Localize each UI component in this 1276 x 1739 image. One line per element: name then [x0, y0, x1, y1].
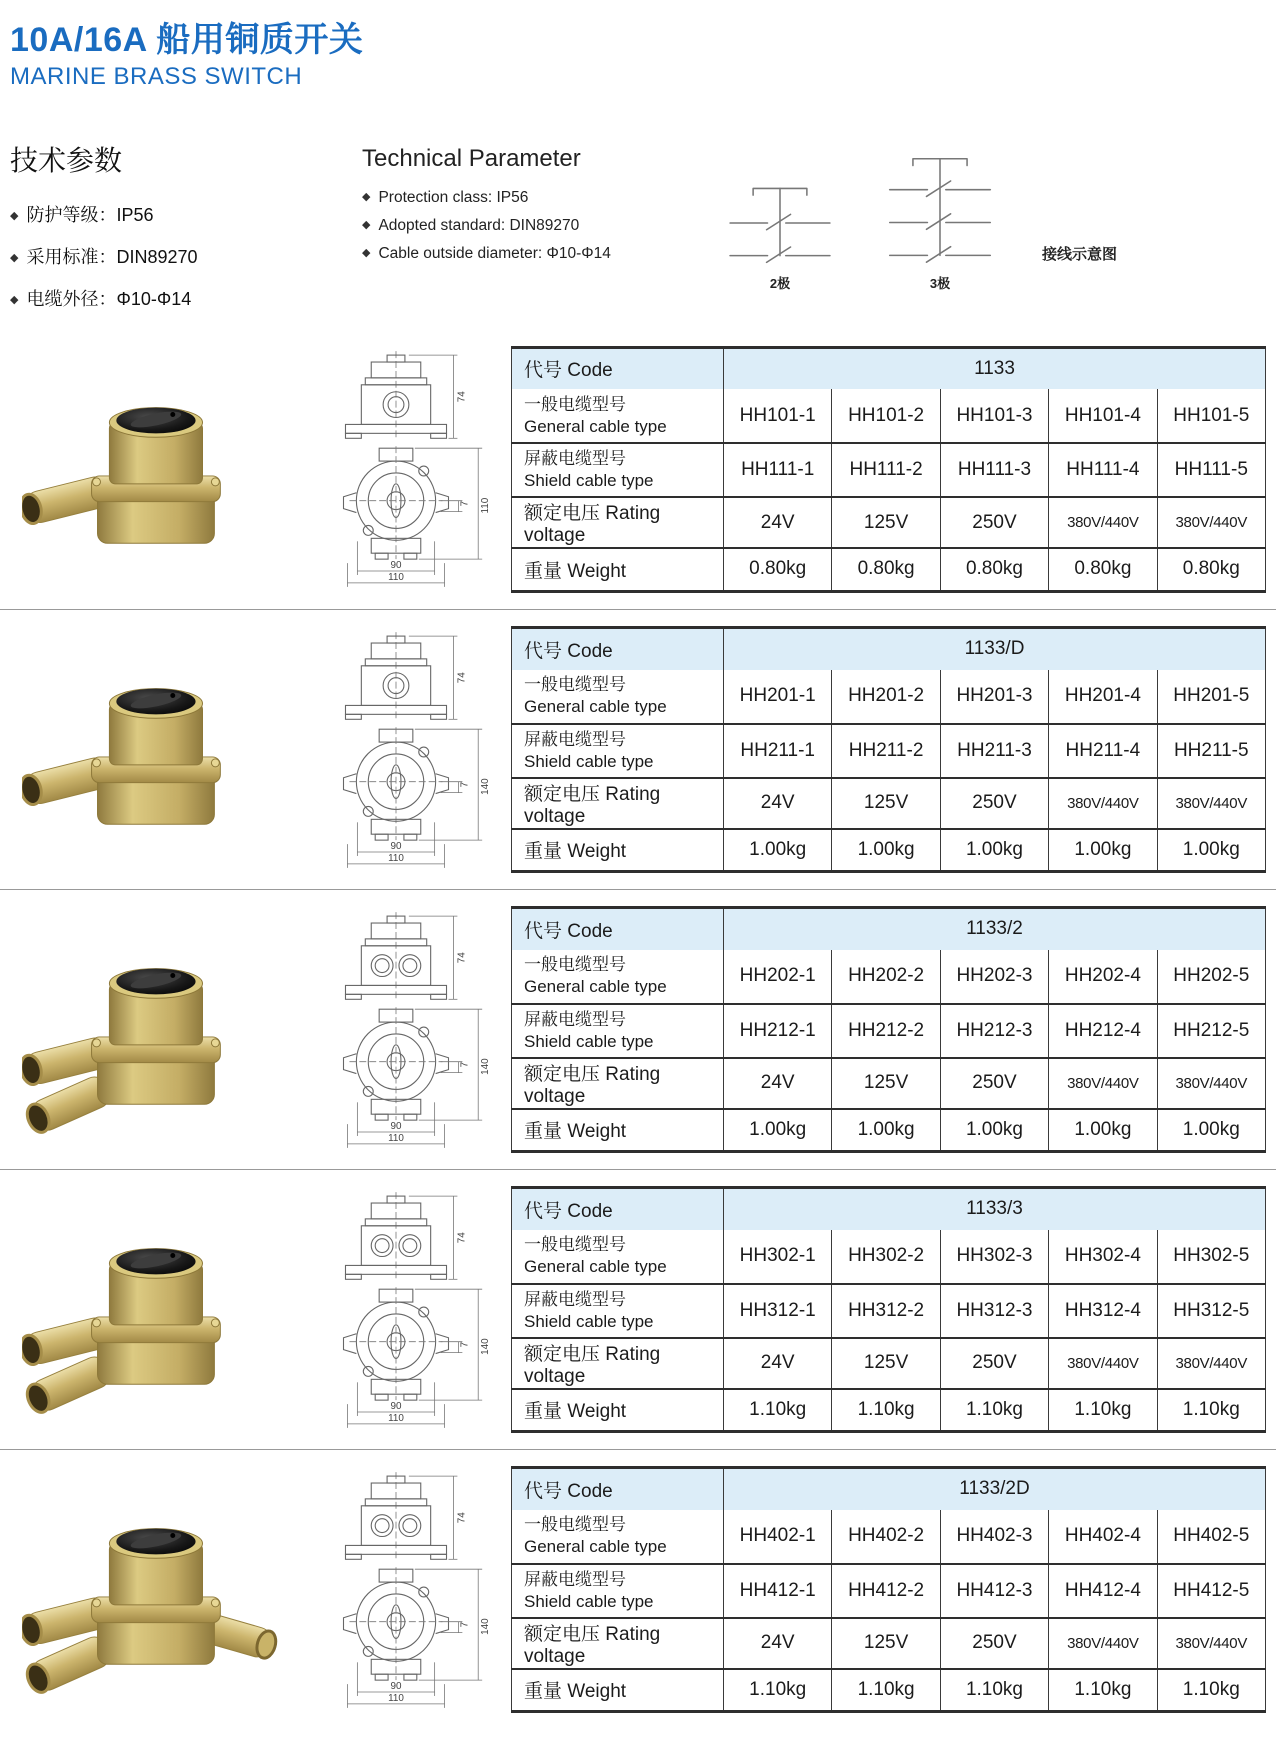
spec-value: 1.00kg — [724, 1109, 832, 1152]
spec-value: HH211-2 — [832, 724, 940, 778]
label-zh: 屏蔽电缆型号 — [524, 449, 626, 469]
table-row-code — [512, 1468, 1266, 1510]
spec-row-label: 重量 Weight — [512, 829, 724, 872]
spec-value: 250V — [940, 778, 1048, 829]
spec-value: HH312-1 — [724, 1284, 832, 1338]
spec-row-label — [512, 1230, 724, 1284]
spec-row-label — [512, 670, 724, 724]
spec-value: HH412-3 — [940, 1564, 1048, 1618]
dim-base-inner: 90 — [390, 1680, 402, 1692]
tech-param-item — [10, 285, 362, 311]
spec-value: HH202-3 — [940, 950, 1048, 1004]
spec-value: HH302-5 — [1157, 1230, 1265, 1284]
dimension-drawing-icon — [292, 1188, 500, 1432]
table-row-shield — [512, 443, 1266, 497]
spec-value: 1.10kg — [1157, 1389, 1265, 1432]
brass-switch-photo-icon — [22, 365, 280, 573]
spec-row-label: 代号 Code — [512, 1468, 724, 1510]
table-row-voltage — [512, 1058, 1266, 1109]
label-en: Shield cable type — [524, 1031, 654, 1051]
dim-front-height: 140 — [480, 1057, 492, 1075]
spec-value: HH111-5 — [1157, 443, 1265, 497]
spec-value: 380V/440V — [1049, 1338, 1157, 1389]
tech-params-zh-heading: 技术参数 — [10, 145, 123, 176]
spec-value: 1.00kg — [940, 1109, 1048, 1152]
label-zh: 一般电缆型号 — [524, 955, 626, 975]
spec-value: HH402-3 — [940, 1510, 1048, 1564]
spec-value: 24V — [724, 1338, 832, 1389]
spec-row-label: 重量 Weight — [512, 548, 724, 591]
dim-side-height: 74 — [456, 671, 468, 683]
diamond-bullet-icon: ◆ — [362, 191, 371, 203]
spec-value: 380V/440V — [1049, 1058, 1157, 1109]
table-row-general — [512, 1510, 1266, 1564]
tech-params-zh — [10, 139, 362, 329]
spec-value: 0.80kg — [1157, 548, 1265, 591]
spec-row-label: 代号 Code — [512, 347, 724, 389]
label-zh: 屏蔽电缆型号 — [524, 1569, 626, 1589]
tech-param-item — [10, 201, 362, 227]
wiring-diagram-3pole — [882, 147, 998, 292]
spec-value: 1.10kg — [1049, 1669, 1157, 1712]
technical-parameters-band — [0, 139, 1276, 329]
spec-value: HH202-2 — [832, 950, 940, 1004]
spec-value: 0.80kg — [832, 548, 940, 591]
dim-front-gap: 7 — [459, 500, 471, 507]
spec-value: 1.00kg — [832, 1109, 940, 1152]
table-row-weight — [512, 1669, 1266, 1712]
spec-value: HH211-4 — [1049, 724, 1157, 778]
spec-value: 250V — [940, 1338, 1048, 1389]
diamond-bullet-icon: ◆ — [10, 210, 19, 222]
spec-value: 380V/440V — [1049, 1618, 1157, 1669]
spec-value: 1.00kg — [940, 829, 1048, 872]
product-section — [0, 609, 1276, 889]
spec-value: 380V/440V — [1049, 497, 1157, 548]
spec-value: HH302-4 — [1049, 1230, 1157, 1284]
dim-base-outer: 110 — [388, 1412, 404, 1424]
spec-value: 380V/440V — [1157, 1338, 1265, 1389]
dim-front-height: 110 — [480, 497, 492, 514]
table-row-weight — [512, 1109, 1266, 1152]
label-en: Shield cable type — [524, 1591, 654, 1611]
label-en: General cable type — [524, 697, 667, 716]
spec-value: HH101-5 — [1157, 389, 1265, 443]
tech-param-text: 采用标准：DIN89270 — [26, 247, 198, 267]
label-en: General cable type — [524, 416, 667, 436]
page-title-zh: 10A/16A 船用铜质开关 — [10, 21, 364, 59]
spec-value: HH302-2 — [832, 1230, 940, 1284]
spec-table-wrap — [511, 1186, 1266, 1433]
spec-value: 1.10kg — [832, 1389, 940, 1432]
tech-param-text: Adopted standard: DIN89270 — [378, 217, 580, 234]
product-section — [0, 1169, 1276, 1449]
spec-value: HH212-3 — [940, 1004, 1048, 1058]
product-photo — [15, 1206, 287, 1414]
spec-value: 125V — [832, 1058, 940, 1109]
product-section — [0, 889, 1276, 1169]
label-en: Shield cable type — [524, 1311, 654, 1331]
2pole-label: 2极 — [769, 276, 791, 291]
spec-value: 0.80kg — [940, 548, 1048, 591]
spec-value: HH201-3 — [940, 670, 1048, 724]
dim-side-height: 74 — [456, 951, 468, 963]
technical-drawing — [287, 347, 505, 591]
spec-value: 1.00kg — [724, 829, 832, 872]
label-zh: 一般电缆型号 — [524, 1235, 626, 1255]
brass-switch-photo-icon — [22, 1206, 280, 1414]
wiring-caption: 接线示意图 — [1042, 245, 1118, 263]
spec-row-label: 额定电压 Rating voltage — [512, 1058, 724, 1109]
spec-value: HH201-1 — [724, 670, 832, 724]
spec-value: HH302-3 — [940, 1230, 1048, 1284]
table-row-shield — [512, 1004, 1266, 1058]
dim-front-gap: 7 — [459, 1341, 471, 1347]
switch-body — [92, 1528, 221, 1664]
spec-value: HH402-2 — [832, 1510, 940, 1564]
spec-row-label — [512, 1510, 724, 1564]
table-row-general — [512, 389, 1266, 443]
spec-value: 250V — [940, 1618, 1048, 1669]
spec-table-wrap — [511, 1466, 1266, 1713]
spec-value: HH202-5 — [1157, 950, 1265, 1004]
spec-value: 380V/440V — [1157, 497, 1265, 548]
spec-row-label: 额定电压 Rating voltage — [512, 1338, 724, 1389]
spec-value: 1.00kg — [1049, 829, 1157, 872]
spec-row-label — [512, 1284, 724, 1338]
spec-value: 1.10kg — [1049, 1389, 1157, 1432]
table-row-general — [512, 670, 1266, 724]
spec-row-label: 重量 Weight — [512, 1109, 724, 1152]
spec-value: 125V — [832, 1338, 940, 1389]
product-section — [0, 329, 1276, 609]
spec-table — [511, 346, 1266, 593]
dim-front-height: 140 — [480, 1337, 492, 1355]
tech-param-text: 电缆外径：Φ10-Φ14 — [26, 289, 192, 309]
spec-row-label: 额定电压 Rating voltage — [512, 778, 724, 829]
spec-table-wrap — [511, 346, 1266, 593]
spec-value: HH402-5 — [1157, 1510, 1265, 1564]
spec-table — [511, 1466, 1266, 1713]
brass-switch-photo-icon — [22, 926, 280, 1134]
label-en: Shield cable type — [524, 471, 654, 490]
tech-params-en — [362, 139, 722, 329]
diamond-bullet-icon: ◆ — [10, 252, 19, 264]
spec-value: 125V — [832, 778, 940, 829]
spec-value: HH202-1 — [724, 950, 832, 1004]
spec-value: HH212-1 — [724, 1004, 832, 1058]
product-code: 1133/2 — [724, 908, 1266, 950]
spec-value: 0.80kg — [724, 548, 832, 591]
spec-value: 24V — [724, 1058, 832, 1109]
spec-value: HH412-2 — [832, 1564, 940, 1618]
table-row-code — [512, 628, 1266, 670]
tech-param-item — [362, 189, 722, 207]
table-row-shield — [512, 1284, 1266, 1338]
table-row-shield — [512, 1564, 1266, 1618]
dim-front-gap: 7 — [459, 781, 471, 787]
wiring-diagram-2pole — [722, 175, 838, 292]
diamond-bullet-icon: ◆ — [362, 247, 371, 259]
spec-value: HH312-4 — [1049, 1284, 1157, 1338]
product-code: 1133 — [724, 347, 1266, 389]
table-row-voltage — [512, 778, 1266, 829]
table-row-general — [512, 1230, 1266, 1284]
tech-param-text: Protection class: IP56 — [378, 189, 529, 206]
technical-drawing — [287, 1468, 505, 1712]
dim-front-height: 140 — [480, 777, 492, 795]
product-photo — [15, 1486, 287, 1694]
tech-param-item — [362, 245, 722, 263]
table-row-code — [512, 347, 1266, 389]
dim-base-outer: 110 — [388, 1132, 404, 1144]
spec-row-label — [512, 724, 724, 778]
spec-table-wrap — [511, 626, 1266, 873]
spec-row-label: 重量 Weight — [512, 1669, 724, 1712]
spec-value: HH201-2 — [832, 670, 940, 724]
product-code: 1133/2D — [724, 1468, 1266, 1510]
product-photo — [15, 926, 287, 1134]
label-zh: 屏蔽电缆型号 — [524, 729, 626, 749]
product-code: 1133/D — [724, 628, 1266, 670]
spec-row-label — [512, 443, 724, 497]
spec-value: HH101-2 — [832, 389, 940, 443]
spec-value: 1.10kg — [940, 1669, 1048, 1712]
spec-value: HH412-4 — [1049, 1564, 1157, 1618]
spec-value: 24V — [724, 497, 832, 548]
spec-table-wrap — [511, 906, 1266, 1153]
dimension-drawing-icon — [292, 1468, 500, 1712]
wiring-diagram-group — [722, 139, 1266, 329]
technical-drawing — [287, 628, 505, 872]
spec-row-label — [512, 1004, 724, 1058]
dim-front-height: 140 — [480, 1617, 492, 1635]
spec-value: HH212-5 — [1157, 1004, 1265, 1058]
spec-row-label: 代号 Code — [512, 628, 724, 670]
dim-side-height: 74 — [456, 1511, 468, 1523]
switch-body — [92, 968, 221, 1104]
spec-value: HH201-4 — [1049, 670, 1157, 724]
dim-base-inner: 90 — [390, 1400, 402, 1412]
spec-value: HH402-1 — [724, 1510, 832, 1564]
table-row-voltage — [512, 1618, 1266, 1669]
spec-value: HH201-5 — [1157, 670, 1265, 724]
dimension-drawing-icon — [292, 347, 500, 591]
table-row-code — [512, 908, 1266, 950]
spec-value: 380V/440V — [1157, 778, 1265, 829]
product-section — [0, 1449, 1276, 1729]
spec-value: 380V/440V — [1157, 1618, 1265, 1669]
spec-row-label — [512, 1564, 724, 1618]
spec-table — [511, 626, 1266, 873]
tech-param-text: Cable outside diameter: Φ10-Φ14 — [378, 245, 611, 262]
spec-value: 1.00kg — [832, 829, 940, 872]
spec-value: 1.10kg — [832, 1669, 940, 1712]
switch-body — [92, 1248, 221, 1384]
dimension-drawing-icon — [292, 908, 500, 1152]
table-row-code — [512, 1188, 1266, 1230]
spec-value: 1.00kg — [1157, 1109, 1265, 1152]
spec-value: HH412-5 — [1157, 1564, 1265, 1618]
dimension-drawing-icon — [292, 628, 500, 872]
2pole-circuit-icon — [722, 175, 838, 271]
spec-row-label: 额定电压 Rating voltage — [512, 1618, 724, 1669]
spec-value: 250V — [940, 1058, 1048, 1109]
spec-value: HH111-1 — [724, 443, 832, 497]
spec-row-label — [512, 389, 724, 443]
technical-drawing — [287, 1188, 505, 1432]
spec-value: 24V — [724, 1618, 832, 1669]
tech-param-item — [10, 243, 362, 269]
technical-drawing — [287, 908, 505, 1152]
spec-value: HH101-3 — [940, 389, 1048, 443]
dim-front-gap: 7 — [459, 1061, 471, 1067]
spec-row-label: 额定电压 Rating voltage — [512, 497, 724, 548]
label-en: Shield cable type — [524, 751, 654, 771]
dim-base-outer: 110 — [388, 571, 404, 583]
spec-value: HH101-1 — [724, 389, 832, 443]
spec-value: HH101-4 — [1049, 389, 1157, 443]
spec-value: 1.10kg — [724, 1669, 832, 1712]
product-photo — [15, 646, 287, 854]
product-list — [0, 329, 1276, 1729]
spec-row-label: 代号 Code — [512, 1188, 724, 1230]
spec-value: HH211-1 — [724, 724, 832, 778]
spec-value: 380V/440V — [1049, 778, 1157, 829]
tech-param-text: 防护等级：IP56 — [26, 205, 154, 225]
spec-table — [511, 906, 1266, 1153]
spec-value: HH402-4 — [1049, 1510, 1157, 1564]
table-row-weight — [512, 548, 1266, 591]
tech-params-en-heading: Technical Parameter — [362, 145, 581, 172]
brass-switch-photo-icon — [22, 646, 280, 854]
spec-value: HH111-4 — [1049, 443, 1157, 497]
spec-value: HH211-3 — [940, 724, 1048, 778]
spec-value: HH412-1 — [724, 1564, 832, 1618]
dim-base-inner: 90 — [390, 840, 402, 852]
diamond-bullet-icon: ◆ — [10, 294, 19, 306]
spec-value: HH202-4 — [1049, 950, 1157, 1004]
spec-value: 24V — [724, 778, 832, 829]
product-code: 1133/3 — [724, 1188, 1266, 1230]
label-zh: 一般电缆型号 — [524, 394, 626, 414]
table-row-general — [512, 950, 1266, 1004]
spec-value: HH312-3 — [940, 1284, 1048, 1338]
product-photo — [15, 365, 287, 573]
table-row-weight — [512, 1389, 1266, 1432]
table-row-voltage — [512, 497, 1266, 548]
spec-value: HH212-4 — [1049, 1004, 1157, 1058]
spec-value: 1.10kg — [940, 1389, 1048, 1432]
spec-table — [511, 1186, 1266, 1433]
spec-value: 380V/440V — [1157, 1058, 1265, 1109]
spec-row-label — [512, 950, 724, 1004]
dim-base-outer: 110 — [388, 852, 404, 864]
label-en: General cable type — [524, 1537, 667, 1556]
spec-value: HH111-2 — [832, 443, 940, 497]
switch-body — [92, 688, 221, 824]
dim-base-inner: 90 — [390, 560, 402, 572]
dim-base-outer: 110 — [388, 1692, 404, 1704]
page-header — [0, 0, 1276, 91]
spec-value: HH302-1 — [724, 1230, 832, 1284]
spec-value: HH111-3 — [940, 443, 1048, 497]
spec-value: 1.10kg — [1157, 1669, 1265, 1712]
dim-side-height: 74 — [456, 1231, 468, 1243]
spec-value: 1.00kg — [1157, 829, 1265, 872]
table-row-voltage — [512, 1338, 1266, 1389]
brass-switch-photo-icon — [22, 1486, 280, 1694]
label-zh: 一般电缆型号 — [524, 675, 626, 695]
label-en: General cable type — [524, 977, 667, 996]
dim-front-gap: 7 — [459, 1621, 471, 1627]
switch-body — [92, 408, 221, 544]
spec-value: HH312-2 — [832, 1284, 940, 1338]
spec-row-label: 重量 Weight — [512, 1389, 724, 1432]
page-title-en: MARINE BRASS SWITCH — [10, 63, 303, 90]
spec-value: 250V — [940, 497, 1048, 548]
spec-row-label: 代号 Code — [512, 908, 724, 950]
3pole-label: 3极 — [929, 276, 951, 291]
spec-value: 0.80kg — [1049, 548, 1157, 591]
label-en: General cable type — [524, 1257, 667, 1276]
spec-value: HH312-5 — [1157, 1284, 1265, 1338]
spec-value: 1.00kg — [1049, 1109, 1157, 1152]
diamond-bullet-icon: ◆ — [362, 219, 371, 231]
label-zh: 一般电缆型号 — [524, 1515, 626, 1535]
label-zh: 屏蔽电缆型号 — [524, 1009, 626, 1029]
spec-value: 125V — [832, 1618, 940, 1669]
3pole-circuit-icon — [882, 147, 998, 271]
table-row-weight — [512, 829, 1266, 872]
dim-base-inner: 90 — [390, 1120, 402, 1132]
tech-param-item — [362, 217, 722, 235]
dim-side-height: 74 — [456, 391, 468, 403]
spec-value: HH211-5 — [1157, 724, 1265, 778]
spec-value: 1.10kg — [724, 1389, 832, 1432]
table-row-shield — [512, 724, 1266, 778]
label-zh: 屏蔽电缆型号 — [524, 1289, 626, 1309]
spec-value: 125V — [832, 497, 940, 548]
spec-value: HH212-2 — [832, 1004, 940, 1058]
